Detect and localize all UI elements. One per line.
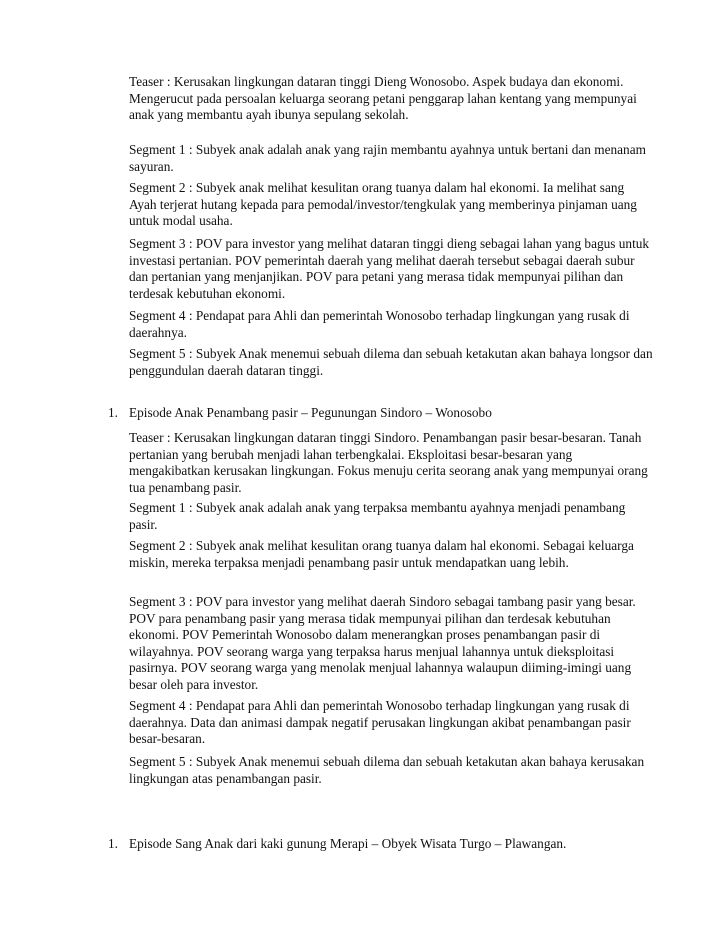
s1-segment-1: Segment 1 : Subyek anak adalah anak yang rajin membantu ayahnya untuk bertani dan menanam sayuran. [129, 142, 646, 174]
s2-number: 1. [108, 405, 118, 420]
s1-teaser: Teaser : Kerusakan lingkungan dataran tinggi Dieng Wonosobo. Aspek budaya dan ekonomi. Mengerucut pada persoalan keluarga seorang petani penggarap lahan kentang yang mempunyai anak yang membantu ayah ibunya sepulang sekolah. [129, 74, 637, 123]
s2-teaser: Teaser : Kerusakan lingkungan dataran tinggi Sindoro. Penambangan pasir besar-besaran. Tanah pertanian yang berubah menjadi lahan terbengkalai. Eksploitasi besar-besaran yang mengakibatkan kerusakan lingkungan. Fokus menuju cerita seorang anak yang mempunyai orang tua penambang pasir. [129, 430, 648, 495]
s2-segment-2: Segment 2 : Subyek anak melihat kesulitan orang tuanya dalam hal ekonomi. Sebagai keluarga miskin, mereka terpaksa menjadi penambang pasir untuk mendapatkan uang lebih. [129, 538, 634, 570]
s1-segment-2: Segment 2 : Subyek anak melihat kesulitan orang tuanya dalam hal ekonomi. Ia melihat sang Ayah terjerat hutang kepada para pemodal/investor/tengkulak yang memberinya pinjaman uang untuk modal usaha. [129, 180, 637, 229]
s2-segment-4: Segment 4 : Pendapat para Ahli dan pemerintah Wonosobo terhadap lingkungan yang rusak di daerahnya. Data dan animasi dampak negatif perusakan lingkungan akibat penambangan pasir besar-besaran. [129, 698, 631, 747]
s1-segment-4: Segment 4 : Pendapat para Ahli dan pemerintah Wonosobo terhadap lingkungan yang rusak di daerahnya. [129, 308, 630, 340]
s2-heading [108, 405, 668, 422]
s1-segment-3: Segment 3 : POV para investor yang melihat dataran tinggi dieng sebagai lahan yang bagus untuk investasi pertanian. POV pemerintah daerah yang melihat daerah tersebut sebagai daerah subur dan pertanian yang menjanjikan. POV para petani yang merasa tidak mempunyai pilihan dan terdesak kebutuhan ekonomi. [129, 236, 650, 301]
s2-segment-5: Segment 5 : Subyek Anak menemui sebuah dilema dan sebuah ketakutan akan bahaya kerusakan lingkungan atas penambangan pasir. [129, 754, 645, 786]
s2-segment-1: Segment 1 : Subyek anak adalah anak yang terpaksa membantu ayahnya menjadi penambang pasir. [129, 500, 626, 532]
s2-segment-3: Segment 3 : POV para investor yang melihat daerah Sindoro sebagai tambang pasir yang besar. POV para penambang pasir yang merasa tidak mempunyai pilihan dan terdesak kebutuhan ekonomi. POV Pemerintah Wonosobo dalam menerangkan proses penambangan pasir di wilayahnya. POV seorang warga yang terpaksa harus menjual lahannya untuk dieksploitasi pasirnya. POV seorang warga yang menolak menjual lahannya walaupun diiming-imingi uang besar oleh para investor. [129, 594, 636, 692]
s3-number: 1. [108, 836, 118, 851]
s2-title: Episode Anak Penambang pasir – Pegunungan Sindoro – Wonosobo [129, 405, 492, 420]
s3-title: Episode Sang Anak dari kaki gunung Merapi – Obyek Wisata Turgo – Plawangan. [129, 836, 567, 851]
s3-heading [108, 836, 668, 853]
s1-segment-5: Segment 5 : Subyek Anak menemui sebuah dilema dan sebuah ketakutan akan bahaya longsor dan penggundulan daerah dataran tinggi. [129, 346, 653, 378]
